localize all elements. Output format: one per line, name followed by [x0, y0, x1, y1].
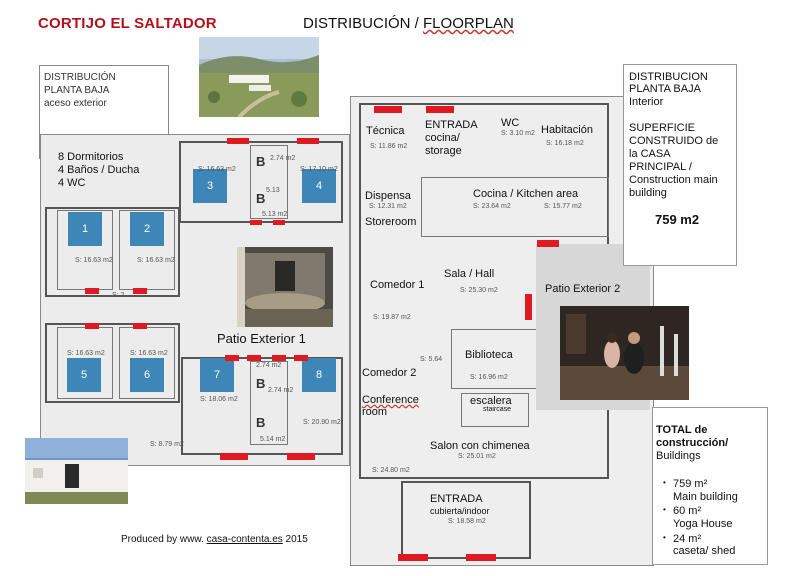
door-marker	[374, 106, 402, 113]
room-wc: WC	[501, 117, 520, 129]
room-entrada-cubierta-2: cubierta/indoor	[430, 506, 490, 516]
right-info-sup5: Construction main	[629, 174, 718, 186]
room-conference-2: room	[362, 406, 388, 418]
area-room4: S: 17.10 m2	[300, 166, 338, 173]
left-info-line1: DISTRIBUCIÓN	[44, 72, 116, 83]
room-habitacion: Habitación	[541, 124, 593, 136]
count-bedrooms: 8 Dormitorios	[58, 151, 124, 163]
count-wc: 4 WC	[58, 177, 86, 189]
area-room2: S: 16.63 m2	[137, 257, 175, 264]
door-marker	[220, 453, 248, 460]
room-comedor-1: Comedor 1	[370, 279, 425, 291]
right-info-sup1: SUPERFICIE	[629, 122, 696, 134]
musicians-photo	[560, 306, 689, 400]
area-habitacion: S: 16.18 m2	[546, 140, 584, 147]
bedroom-6-marker: 6	[130, 358, 164, 392]
left-info-line3: aceso exterior	[44, 98, 107, 109]
totals-item-value: 24 m²	[673, 532, 702, 545]
brand-title: CORTIJO EL SALTADOR	[38, 15, 217, 32]
area-sala: S: 25.30 m2	[460, 287, 498, 294]
room-dispensa: Dispensa	[365, 190, 411, 202]
bedroom-2-marker: 2	[130, 212, 164, 246]
door-marker	[294, 355, 308, 361]
right-info-box	[623, 64, 737, 266]
door-marker	[272, 355, 286, 361]
page-title-part2: FLOORPLAN	[423, 15, 514, 32]
room-entrada-cocina-2: cocina/	[425, 132, 460, 144]
room-staircase: staircase	[483, 406, 512, 413]
totals-item-value: 60 m²	[673, 505, 702, 518]
area-room6: S: 16.63 m2	[130, 350, 168, 357]
area-bath-bottom1: 2.74 m2	[256, 362, 282, 369]
bedroom-3-marker: 3	[193, 169, 227, 203]
right-info-line1: DISTRIBUCION	[629, 71, 708, 83]
right-info-total: 759 m2	[655, 212, 700, 227]
bedroom-8-marker: 8	[302, 358, 336, 392]
room-biblioteca: Biblioteca	[465, 349, 513, 361]
room-salon: Salon con chimenea	[430, 440, 530, 452]
patio-photo	[237, 247, 333, 327]
bathroom-bottom-2: B	[256, 415, 266, 430]
room-comedor-2: Comedor 2	[362, 367, 417, 379]
area-salon-left: S: 24.80 m2	[372, 467, 410, 474]
area-wc: S: 3.10 m2	[501, 130, 535, 137]
right-info-line3: Interior	[629, 96, 664, 108]
left-plan-bath-bottom	[250, 361, 288, 445]
totals-item-value: 759 m²	[673, 478, 708, 490]
room-entrada-cocina-3: storage	[425, 145, 462, 157]
totals-item	[661, 505, 738, 530]
area-tecnica: S: 11.86 m2	[370, 143, 408, 150]
area-bath-bottom3: 5.14 m2	[260, 436, 286, 443]
right-info-sup2: CONSTRUIDO de	[629, 135, 719, 147]
credit-year: 2015	[282, 534, 308, 545]
credit-link[interactable]: casa-contenta.es	[206, 534, 283, 545]
exterior-photo	[25, 438, 128, 504]
room-storeroom: Storeroom	[365, 216, 417, 228]
left-info-line2: PLANTA BAJA	[44, 85, 110, 96]
totals-item	[661, 478, 738, 503]
door-marker	[250, 220, 262, 225]
totals-item	[661, 533, 738, 558]
area-s2: S: 2	[112, 292, 125, 299]
right-info-sup3: la CASA	[629, 148, 671, 160]
totals-heading-1: TOTAL de	[656, 424, 708, 436]
door-marker	[297, 138, 319, 144]
totals-item-label: caseta/ shed	[673, 545, 736, 558]
area-bath-top1: 2.74 m2	[270, 155, 296, 162]
credit-line	[121, 534, 308, 545]
room-cocina: Cocina / Kitchen area	[473, 188, 579, 200]
totals-item-label: Yoga House	[673, 517, 733, 530]
door-marker	[537, 240, 559, 247]
door-marker	[227, 138, 249, 144]
room-sala: Sala / Hall	[444, 268, 495, 280]
area-biblioteca: S: 16.96 m2	[470, 374, 508, 381]
count-bathrooms: 4 Baños / Ducha	[58, 164, 140, 176]
area-cocina: S: 23.64 m2	[473, 203, 511, 210]
bedroom-5-marker: 5	[67, 358, 101, 392]
area-room1: S: 16.63 m2	[75, 257, 113, 264]
right-info-sup6: building	[629, 187, 667, 199]
area-bath-bottom2: 2.74 m2	[268, 387, 294, 394]
area-salon: S: 25.01 m2	[458, 453, 496, 460]
room-conference-1: Conference	[362, 394, 419, 406]
page-title-part1: DISTRIBUCIÓN /	[303, 15, 424, 32]
area-room8: S: 20.90 m2	[303, 419, 341, 426]
area-room7: S: 18.06 m2	[200, 396, 238, 403]
door-marker	[525, 294, 532, 320]
patio-2-label: Patio Exterior 2	[545, 283, 621, 295]
area-bath-top3: 5.13 m2	[262, 211, 288, 218]
room-entrada-cubierta-1: ENTRADA	[430, 493, 483, 505]
totals-heading-3: Buildings	[656, 450, 701, 462]
area-564: S: 5.64	[420, 356, 443, 363]
area-room5: S: 16.63 m2	[67, 350, 105, 357]
credit-prefix: Produced by www.	[121, 534, 207, 545]
door-marker	[466, 554, 496, 561]
area-bath-top2: 5.13	[266, 187, 280, 194]
door-marker	[133, 323, 147, 329]
totals-box	[652, 407, 768, 565]
area-corridor: S: 8.79 m2	[150, 441, 184, 448]
area-cocina-2: S: 15.77 m2	[544, 203, 582, 210]
bathroom-top-2: B	[256, 191, 266, 206]
door-marker	[426, 106, 454, 113]
room-tecnica: Técnica	[366, 125, 405, 137]
bathroom-top-1: B	[256, 154, 266, 169]
door-marker	[273, 220, 285, 225]
door-marker	[398, 554, 428, 561]
area-entrada-cubierta: S: 18.58 m2	[448, 518, 486, 525]
bathroom-bottom-1: B	[256, 376, 266, 391]
right-info-line2: PLANTA BAJA	[629, 83, 701, 95]
bedroom-4-marker: 4	[302, 169, 336, 203]
area-dispensa: S: 12.31 m2	[369, 203, 407, 210]
room-escalera: escalera	[470, 395, 512, 407]
aerial-photo	[199, 37, 319, 117]
room-entrada-cocina-1: ENTRADA	[425, 119, 478, 131]
bedroom-7-marker: 7	[200, 358, 234, 392]
door-marker	[85, 288, 99, 294]
totals-item-label: Main building	[673, 490, 738, 503]
door-marker	[287, 453, 315, 460]
totals-heading-2: construcción/	[656, 437, 729, 449]
door-marker	[225, 355, 239, 361]
door-marker	[133, 288, 147, 294]
page-title	[303, 15, 514, 32]
area-room3: S: 16.63 m2	[198, 166, 236, 173]
bedroom-1-marker: 1	[68, 212, 102, 246]
patio-1-label: Patio Exterior 1	[217, 331, 306, 346]
right-info-sup4: PRINCIPAL /	[629, 161, 692, 173]
totals-list	[661, 478, 738, 560]
area-comedor-1: S: 19.87 m2	[373, 314, 411, 321]
door-marker	[85, 323, 99, 329]
door-marker	[247, 355, 261, 361]
